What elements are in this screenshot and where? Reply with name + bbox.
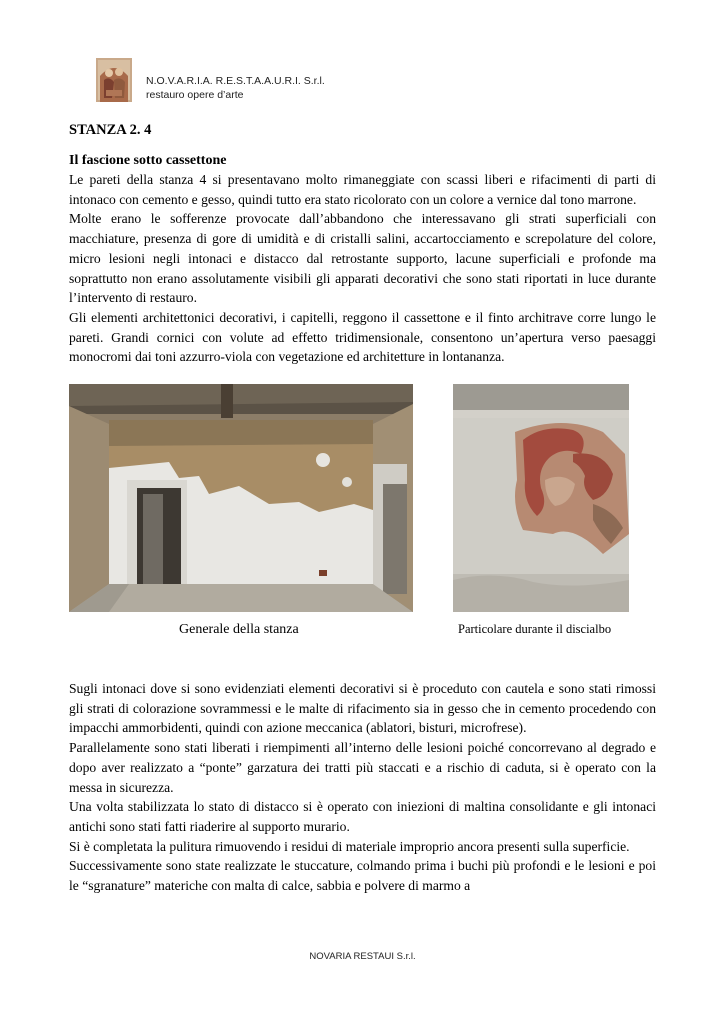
figure-caption: Particolare durante il discialbo xyxy=(458,622,612,636)
page-title: STANZA 2. 4 xyxy=(69,122,152,138)
page-footer: NOVARIA RESTAUI S.r.l. xyxy=(309,951,416,962)
paragraph: Una volta stabilizzata lo stato di distacco si è operato con iniezioni di maltina consolidante e gli intonaci antichi sono stati fatti riaderire al supporto murario. xyxy=(69,799,656,834)
paragraph: Gli elementi architettonici decorativi, i capitelli, reggono il cassettone e il finto architrave corre lungo le pareti. Grandi cornici con volute ad effetto tridimensionale, consentono un’apertura verso paesaggi monocromi dai toni azzurro-viola con vegetazione ed architetture in lontananza. xyxy=(69,309,656,365)
room-overview-photo xyxy=(69,384,413,612)
company-block xyxy=(146,74,325,102)
section-title: Il fascione sotto cassettone xyxy=(69,153,227,168)
paragraph: Parallelamente sono stati liberati i riempimenti all’interno delle lesioni poiché concorrevano al degrado e dopo aver realizzato a “ponte” garzatura dei tratti più staccati e a rischio di caduta, si è operato con la messa in sicurezza. xyxy=(69,740,656,795)
paragraph: Sugli intonaci dove si sono evidenziati elementi decorativi si è proceduto con cautela e sono stati rimossi gli strati di colorazione sovrammessi e le malte di rifacimento sia in gesso che in cemento procedendo con impacchi ammorbidenti, quindi con azione meccanica (ablatori, bisturi, microfrese). xyxy=(69,681,656,736)
company-tagline: restauro opere d’arte xyxy=(146,89,244,101)
paragraph: Si è completata la pulitura rimuovendo i residui di materiale improprio ancora presenti sulla superficie. xyxy=(69,838,630,854)
body-text xyxy=(69,679,656,896)
paragraph: Successivamente sono state realizzate le stuccature, colmando prima i buchi più profondi e le lesioni e poi le “sgranature” materiche con malta di calce, sabbia e polvere di marmo a xyxy=(69,858,656,894)
company-name: N.O.V.A.R.I.A. R.E.S.T.A.A.U.R.I. S.r.l. xyxy=(146,75,325,87)
fresco-detail-photo xyxy=(453,384,629,612)
paragraph: Molte erano le sofferenze provocate dall’abbandono che interessavano gli strati superficiali con macchiature, presenza di gore di umidità e di cristalli salini, accartocciamento e screpolature del colore, micro lesioni negli intonaci e distacco dal retrostante supporto, lacune superficiali e profonde ma soprattutto non erano assolutamente visibili gli apparati decorativi che sono stati riportati in luce durante l’intervento di restauro. xyxy=(69,211,656,306)
fresco-logo-icon xyxy=(96,58,132,102)
figure-caption: Generale della stanza xyxy=(179,622,299,637)
intro-text xyxy=(69,170,656,367)
paragraph: Le pareti della stanza 4 si presentavano molto rimaneggiate con scassi liberi e rifacimenti di parti di intonaco con cemento e gesso, quindi tutto era stato ricolorato con un colore a vernice dal tono marrone. xyxy=(69,172,656,207)
